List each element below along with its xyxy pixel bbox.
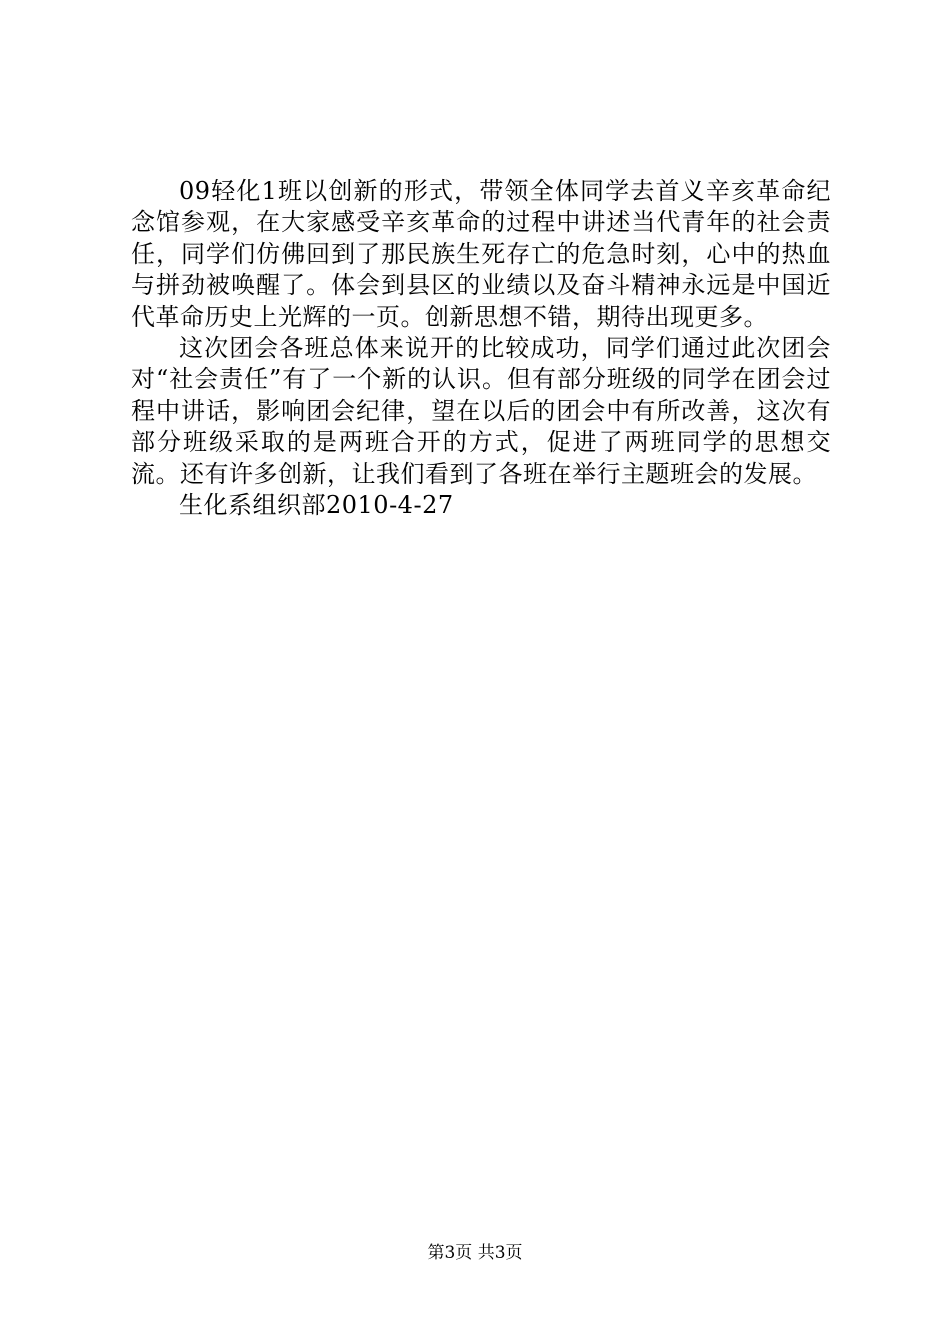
page-footer: 第3页 共3页 bbox=[427, 1243, 523, 1263]
paragraph-meeting-summary: 这次团会各班总体来说开的比较成功，同学们通过此次团会对“社会责任”有了一个新的认识。但有部分班级的同学在团会过程中讲话，影响团会纪律，望在以后的团会中有所改善，这次有部分班级采取的是两班合开的方式，促进了两班同学的思想交流。还有许多创新，让我们看到了各班在举行主题班会的发展。 bbox=[131, 334, 831, 488]
document-body bbox=[131, 176, 831, 521]
paragraph-class-09-visit: 09轻化1班以创新的形式，带领全体同学去首义辛亥革命纪念馆参观，在大家感受辛亥革命的过程中讲述当代青年的社会责任，同学们仿佛回到了那民族生死存亡的危急时刻，心中的热血与拼劲被唤醒了。体会到县区的业绩以及奋斗精神永远是中国近代革命历史上光辉的一页。创新思想不错，期待出现更多。 bbox=[131, 177, 831, 331]
signature-line: 生化系组织部2010-4-27 bbox=[179, 491, 454, 520]
